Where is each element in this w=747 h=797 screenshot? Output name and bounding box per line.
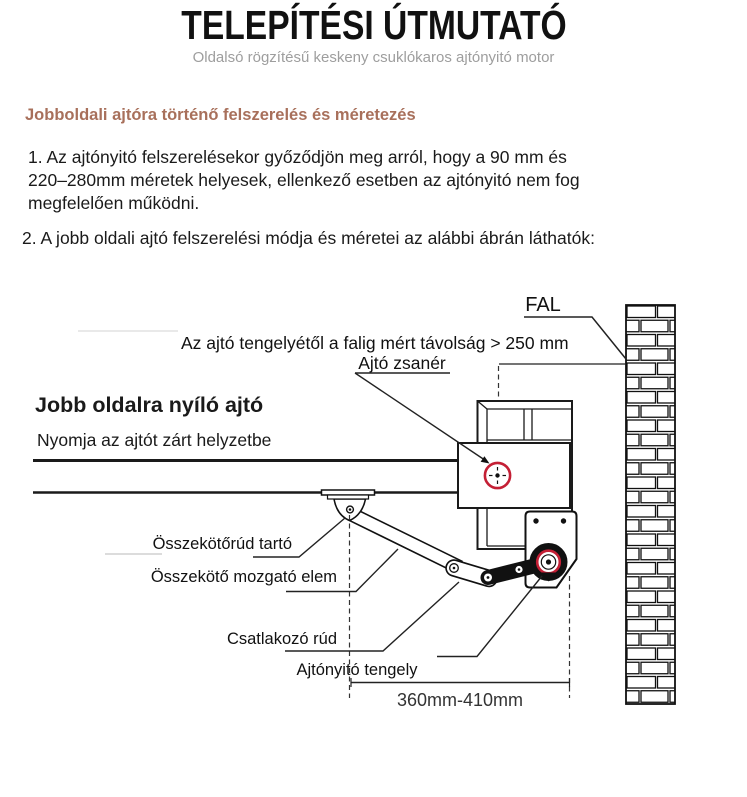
wall-label: FAL: [525, 294, 561, 316]
brick-wall: [626, 305, 675, 704]
step-2-paragraph: 2. A jobb oldali ajtó felszerelési módja és méretei az alábbi ábrán láthatók:: [22, 228, 595, 248]
connecting-rod: [348, 508, 462, 573]
wall-bricks: [626, 305, 675, 704]
screw-icon: [533, 518, 538, 523]
step-1-line-3: megfelelően működni.: [28, 193, 200, 213]
page-title-text: TELEPÍTÉSI ÚTMUTATÓ: [180, 2, 567, 48]
page-subtitle: Oldalsó rögzítésű keskeny csuklókaros ajtónyitó motor: [192, 49, 555, 66]
section-heading: Jobboldali ajtóra történő felszerelés és méretezés: [25, 106, 416, 124]
step-1-paragraph: [28, 146, 580, 215]
moving-element-label: Összekötő mozgató elem: [150, 568, 337, 586]
opener-shaft-label: Ajtónyitó tengely: [296, 661, 418, 679]
connecting-rod-label: Csatlakozó rúd: [226, 630, 337, 648]
drive-wheel: [533, 547, 564, 582]
step-1-line-2: 220–280mm méretek helyesek, ellenkező esetben az ajtónyitó nem fog: [28, 170, 580, 190]
screw-icon: [561, 518, 566, 523]
rod-bracket-label: Összekötőrúd tartó: [152, 535, 292, 553]
installation-diagram: [0, 280, 747, 797]
step-1-line-1: 1. Az ajtónyitó felszerelésekor győződjön meg arról, hogy a 90 mm és: [28, 147, 567, 167]
dimension-line: [351, 678, 570, 687]
hinge-label: Ajtó zsanér: [358, 353, 446, 373]
door-direction-title: Jobb oldalra nyíló ajtó: [35, 393, 264, 417]
door-instruction: Nyomja az ajtót zárt helyzetbe: [37, 430, 272, 450]
page-title: [0, 2, 747, 49]
hinge-arrow-shaft: [355, 373, 484, 460]
dimension-label: 360mm-410mm: [396, 690, 524, 710]
distance-label: Az ajtó tengelyétől a falig mért távolság > 250 mm: [181, 333, 569, 353]
